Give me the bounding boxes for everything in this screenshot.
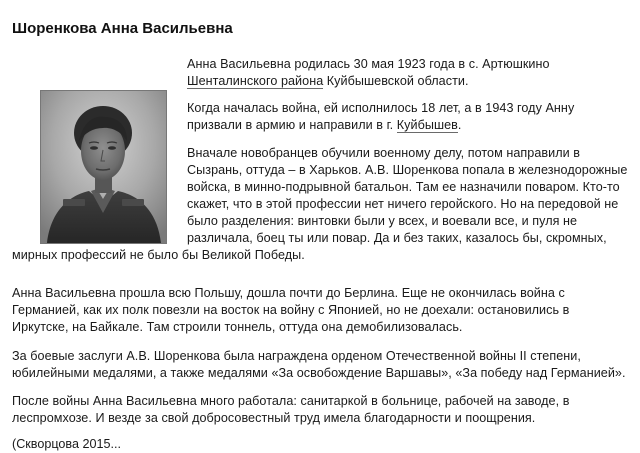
cut-off-line: (Скворцова 2015... (12, 437, 121, 451)
paragraph-after-war: После войны Анна Васильевна много работала: санитаркой в больнице, рабочей на заводе, в леспромхозе. И везде за свой добросовестный труд имела благодарности и поощрения. (12, 394, 570, 425)
article-title: Шоренкова Анна Васильевна (12, 20, 233, 37)
link-shentalinsky-district[interactable]: Шенталинского района (187, 74, 324, 88)
paragraph-text: . (457, 118, 462, 132)
link-kuibyshev[interactable]: Куйбышев (396, 118, 458, 132)
paragraph-poland: Анна Васильевна прошла всю Польшу, дошла почти до Берлина. Еще не окончилась война с Германией, как их полк повезли на восток на войну с Японией, но не доехали: остановились в Иркутске, на Байкале. Там строили тоннель, оттуда она демобилизовалась. (12, 286, 570, 334)
paragraph-text: Когда началась война, ей исполнилось 18 лет, а в 1943 году Анну призвали в армию и направили в г. (187, 101, 575, 132)
paragraph-war-start (187, 100, 629, 134)
paragraph-text: Вначале новобранцев обучили военному делу, потом направили в Сызрань, оттуда – в Харьков. А.В. Шоренкова попала в железнодорожные войска, в минно-подрывной батальон. Там ее назначили поваром. Кто-то скажет, что в этой профессии нет ничего геройского. Но на передовой не было разделения: винтовки были у всех, и воевали все, и пуля не различала, боец ты или повар. Да и без таких, казалось бы, скромных, мирных профессий не было бы Великой Победы. (12, 146, 628, 262)
paragraph-service (12, 145, 629, 264)
paragraph-birth (187, 56, 629, 90)
paragraph-awards: За боевые заслуги А.В. Шоренкова была награждена орденом Отечественной войны II степени, юбилейными медалями, а также медалями «За освобождение Варшавы», «За победу над Германией». (12, 349, 626, 380)
paragraph-text: Анна Васильевна родилась 30 мая 1923 года в с. Артюшкино (187, 57, 550, 71)
paragraph-text: Куйбышевской области. (323, 74, 469, 88)
photo-spacer (12, 145, 187, 247)
